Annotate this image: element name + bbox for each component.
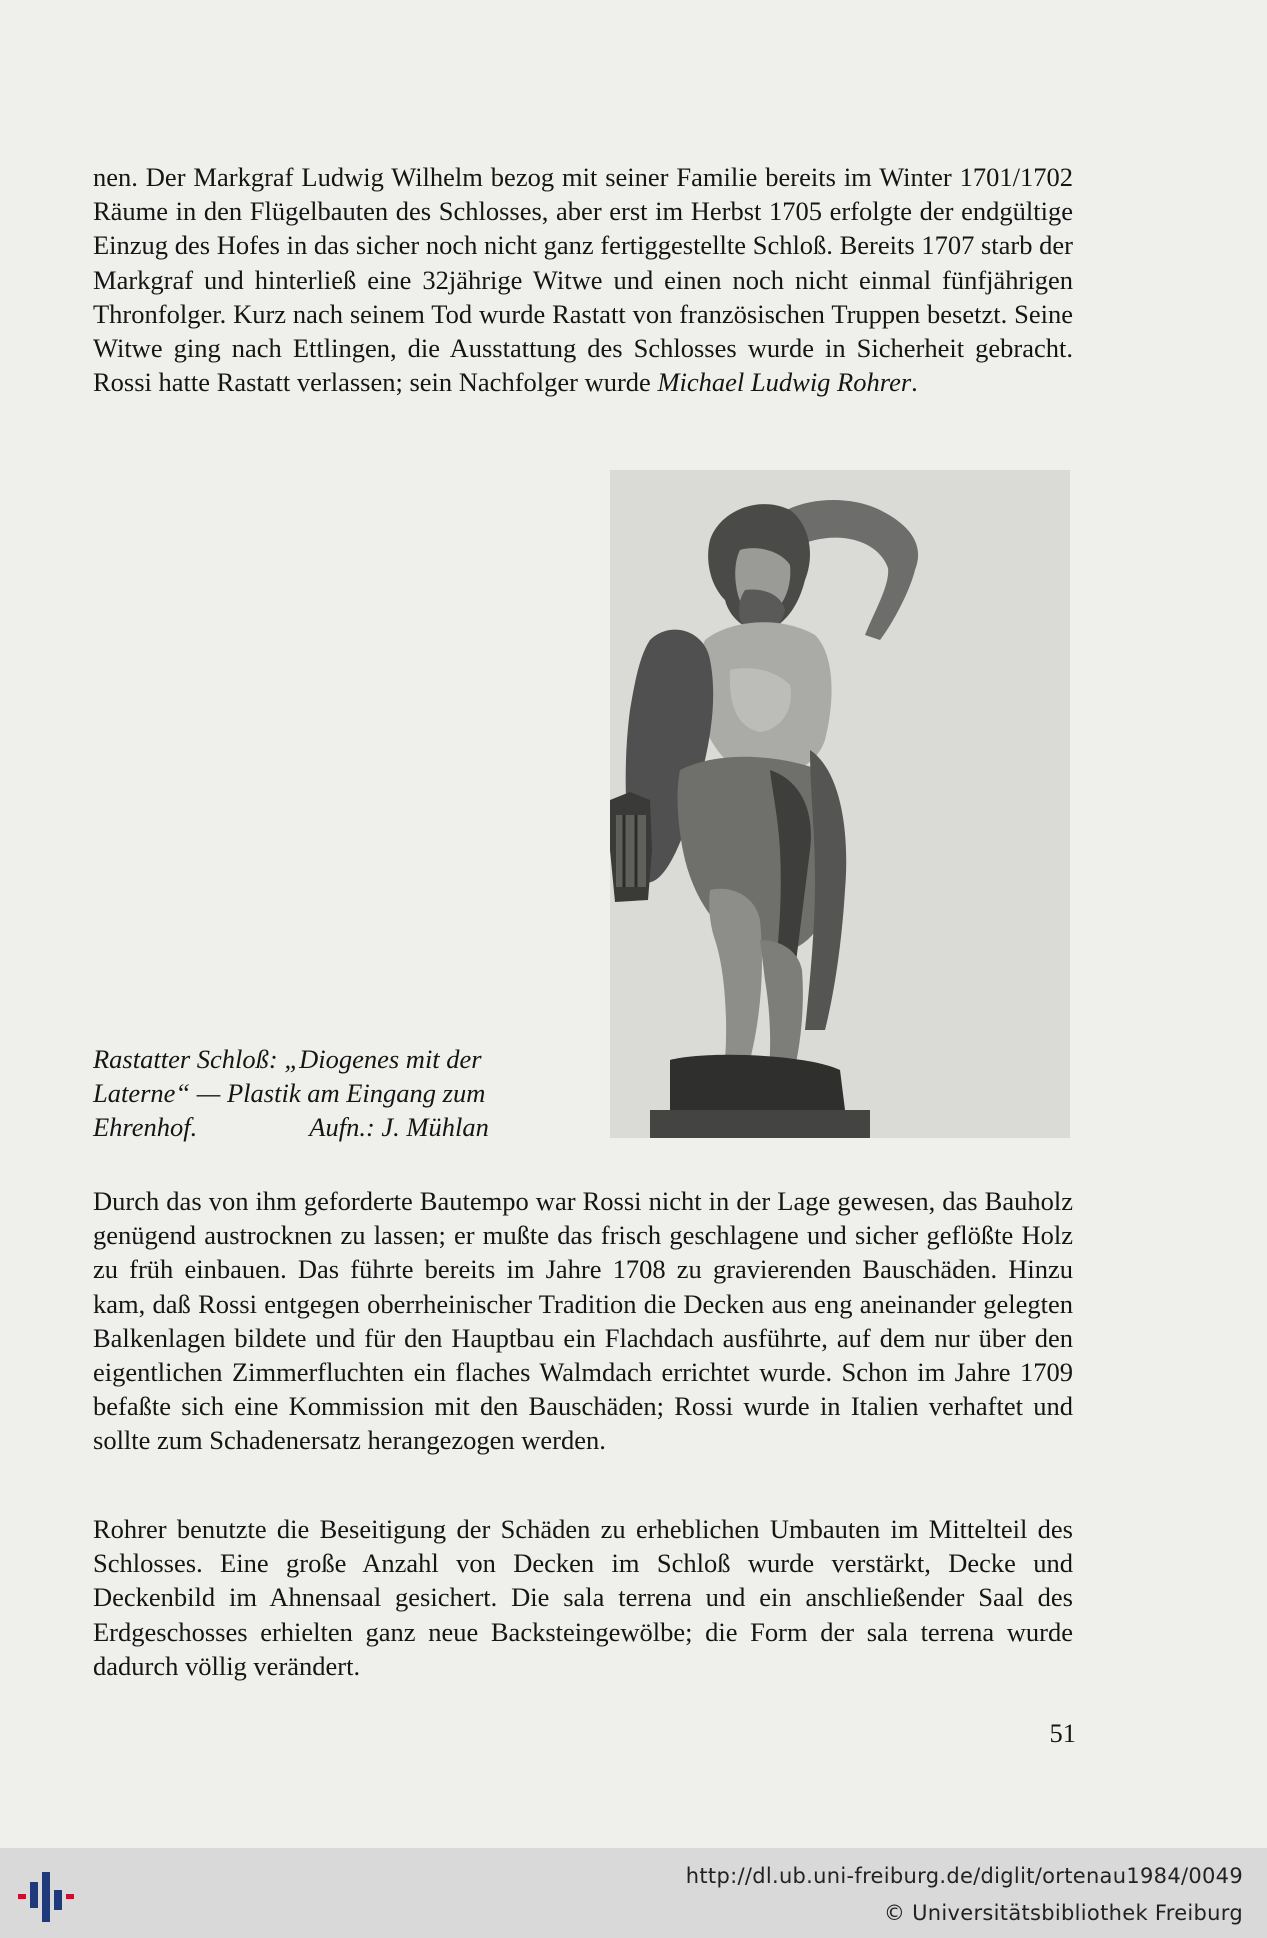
paragraph-1: nen. Der Markgraf Ludwig Wilhelm bezog mit seiner Familie bereits im Winter 1701/1702 Räume in den Flügelbauten des Schlosses, aber erst im Herbst 1705 erfolgte der endgültige Einzug des Hofes in das sicher noch nicht ganz fertiggestellte Schloß. Bereits 1707 starb der Markgraf und hinterließ eine 32jährige Witwe und einen noch nicht einmal fünfjährigen Thronfolger. Kurz nach seinem Tod wurde Rastatt von französischen Truppen besetzt. Seine Witwe ging nach Ettlingen, die Ausstattung des Schlosses wurde in Sicherheit gebracht. Rossi hatte Rastatt verlassen; sein Nachfolger wurde Michael Ludwig Rohrer. xyxy=(93,162,1073,398)
photo-credit: Aufn.: J. Mühlan xyxy=(309,1112,489,1143)
caption-line-3: Ehrenhof. xyxy=(93,1112,198,1143)
paragraph-3: Rohrer benutzte die Beseitigung der Schäden zu erheblichen Umbauten im Mittelteil des Schlosses. Eine große Anzahl von Decken im Schloß wurde verstärkt, Decke und Deckenbild im Ahnensaal gesichert. Die sala terrena und ein anschließender Saal des Erdgeschosses erhielten ganz neue Backsteingewölbe; die Form der sala terrena wurde dadurch völlig verändert. xyxy=(93,1514,1073,1681)
copyright-notice: © Universitätsbibliothek Freiburg xyxy=(883,1901,1243,1925)
digital-library-url[interactable]: http://dl.ub.uni-freiburg.de/diglit/ortenau1984/0049 xyxy=(685,1864,1243,1888)
page-number: 51 xyxy=(1049,1718,1076,1748)
paragraph-1-italic-name: Michael Ludwig Rohrer xyxy=(657,367,912,398)
caption-line-2: Laterne“ — Plastik am Eingang zum xyxy=(93,1078,486,1109)
library-footer xyxy=(0,1848,1267,1938)
caption-line-1: Rastatter Schloß: „Diogenes mit der xyxy=(93,1044,482,1074)
figure-caption xyxy=(93,1042,613,1145)
ub-freiburg-logo-icon xyxy=(18,1868,80,1924)
statue-photo xyxy=(610,470,1070,1138)
paragraph-2: Durch das von ihm geforderte Bautempo war Rossi nicht in der Lage gewesen, das Bauholz genügend austrocknen zu lassen; er mußte das frisch geschlagene und sicher geflößte Holz zu früh einbauen. Das führte bereits im Jahre 1708 zu gravierenden Bauschäden. Hinzu kam, daß Rossi entgegen oberrheinischer Tradition die Decken aus eng aneinander gelegten Balkenlagen bildete und für den Hauptbau ein Flachdach ausführte, auf dem nur über den eigentlichen Zimmerfluchten ein flaches Walmdach errichtet wurde. Schon im Jahre 1709 befaßte sich eine Kommission mit den Bauschäden; Rossi wurde in Italien verhaftet und sollte zum Schadenersatz herangezogen werden. xyxy=(93,1186,1073,1456)
